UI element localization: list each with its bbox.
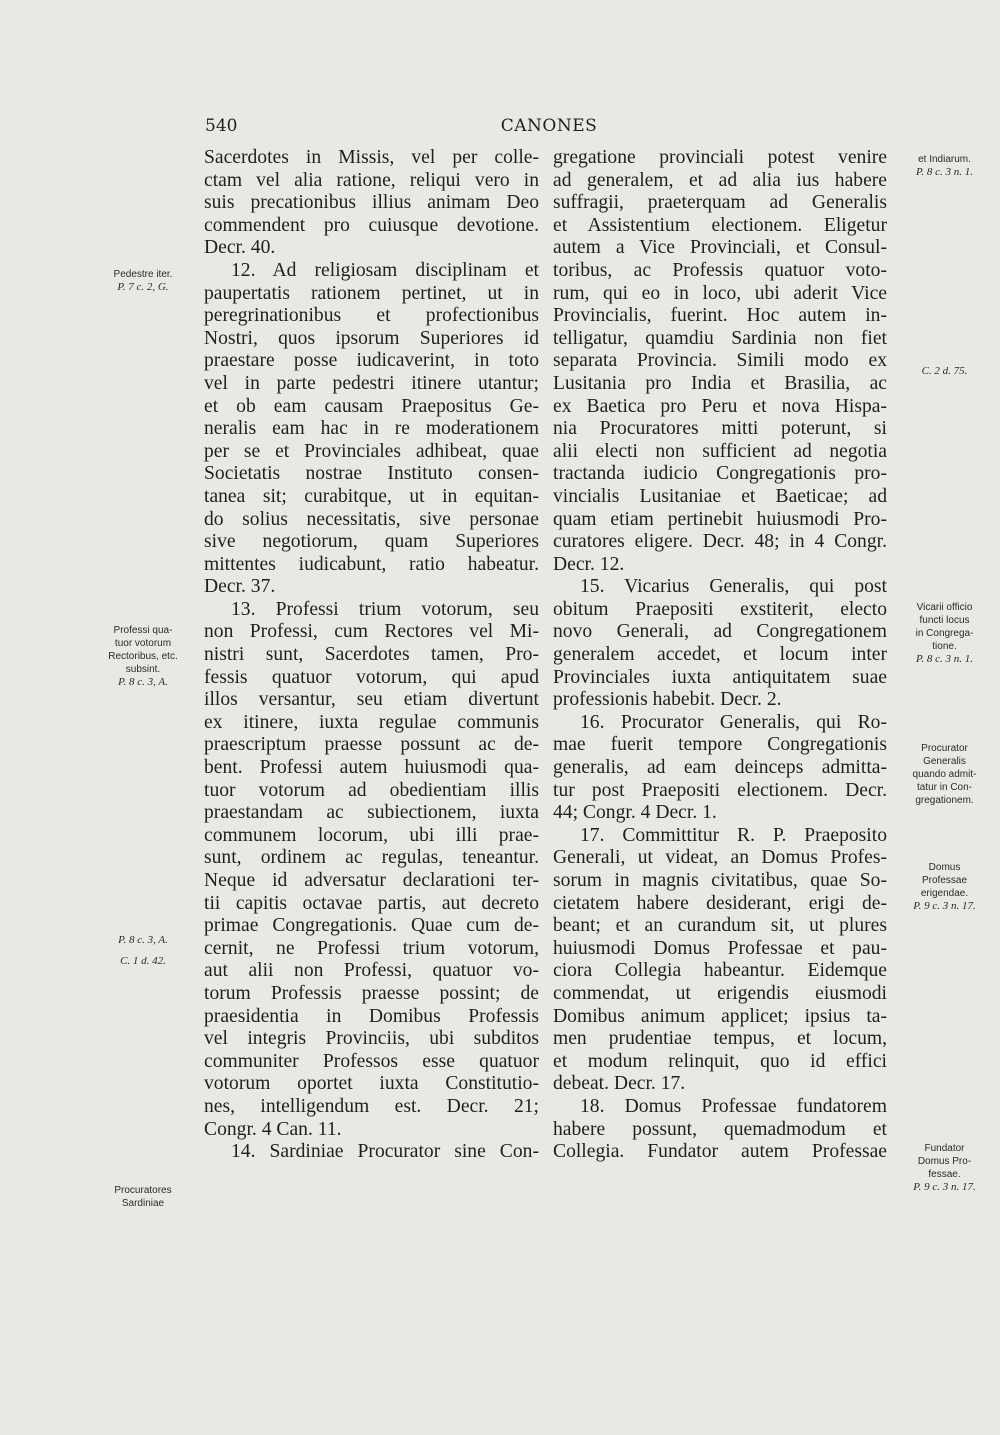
- margin-note-line: Procuratores: [114, 1185, 172, 1196]
- page-number: 540: [205, 116, 238, 136]
- text-line: sorum in magnis civitatibus, quae So-: [553, 870, 887, 891]
- text-line: tur post Praepositi electionem. Decr.: [553, 779, 887, 801]
- text-line: ex Baetica pro Peru et nova Hispa-: [553, 395, 887, 417]
- text-line: separata Provincia. Simili modo ex: [553, 350, 887, 372]
- text-line: toribus, ac Professis quatuor voto-: [553, 259, 887, 281]
- margin-note-professi: [92, 624, 194, 689]
- text-line: Domibus animum applicet; ipsius ta-: [553, 1005, 887, 1027]
- text-line: alii electi non sufficient ad negotia: [553, 440, 887, 462]
- text-line: communiter Professos esse quatuor: [204, 1050, 539, 1072]
- left-text-column: [204, 147, 539, 1164]
- margin-note-line: subsint.: [125, 664, 161, 675]
- text-line: 17. Committitur R. P. Praeposito: [580, 824, 887, 846]
- margin-note-line: quando admit-: [912, 769, 977, 780]
- margin-note-procuratores: [92, 1184, 194, 1210]
- text-line: ctam vel alia ratione, reliqui vero in: [204, 169, 539, 191]
- text-line: obitum Praepositi exstiterit, electo: [553, 598, 887, 620]
- text-line: vel integris Provinciis, ubi subditos: [204, 1028, 539, 1050]
- margin-note-line: fessae.: [928, 1169, 961, 1180]
- text-line: novo Generali, ad Congregationem: [553, 621, 887, 643]
- text-line: fessis quatuor votorum, qui apud: [204, 666, 539, 688]
- text-line: ex itinere, iuxta regulae communis: [204, 711, 539, 733]
- text-line: per se et Provinciales adhibeat, quae: [204, 440, 539, 462]
- text-line: et modum relinquit, quo id effici: [553, 1050, 887, 1072]
- text-line: praesidentia in Domibus Professis: [204, 1005, 539, 1027]
- margin-note-line: Pedestre iter.: [113, 269, 173, 280]
- text-line: sive negotiorum, quam Superiores: [204, 531, 539, 553]
- margin-note-line: Professae: [921, 875, 968, 886]
- text-line: Provinciales iuxta antiquitatem suae: [553, 666, 887, 688]
- text-line: huiusmodi Domus Professae et pau-: [553, 937, 887, 959]
- margin-note-line: Domus: [928, 862, 961, 873]
- margin-note-indiarum: [897, 153, 992, 179]
- text-line: mittentes iudicabunt, ratio habeatur.: [204, 553, 539, 575]
- margin-note-line: Domus Pro-: [917, 1156, 972, 1167]
- margin-note-line: Sardiniae: [121, 1198, 165, 1209]
- text-line: aut alii non Professi, quatuor vo-: [204, 960, 539, 982]
- text-line: 44; Congr. 4 Decr. 1.: [553, 802, 717, 824]
- text-line: generalis, ad eam deinceps admitta-: [553, 757, 887, 779]
- text-line: 16. Procurator Generalis, qui Ro-: [580, 711, 887, 733]
- text-line: 18. Domus Professae fundatorem: [580, 1095, 887, 1117]
- text-line: Neque id adversatur declarationi ter-: [204, 870, 539, 891]
- text-line: professionis habebit. Decr. 2.: [553, 689, 782, 711]
- margin-note-line: in Congrega-: [915, 628, 974, 639]
- text-line: votorum oportet iuxta Constitutio-: [204, 1073, 539, 1095]
- margin-note-line: Vicarii officio: [916, 602, 973, 613]
- text-line: beant; et an curandum sit, ut plures: [553, 915, 887, 937]
- text-line: 13. Professi trium votorum, seu: [231, 598, 539, 620]
- margin-reference: C. 1 d. 42.: [120, 955, 166, 967]
- margin-note-line: gregationem.: [915, 795, 974, 806]
- margin-note-procurator-generalis: [897, 742, 992, 807]
- text-line: Decr. 12.: [553, 553, 625, 575]
- text-line: praestare posse iudicaverint, in toto: [204, 350, 539, 372]
- text-line: telligatur, quamdiu Sardinia non fiet: [553, 327, 887, 349]
- text-line: commendent pro cuiusque devotione.: [204, 214, 539, 236]
- text-line: debeat. Decr. 17.: [553, 1073, 686, 1095]
- text-line: non Professi, cum Rectores vel Mi-: [204, 621, 539, 643]
- text-line: gregatione provinciali potest venire: [553, 147, 887, 168]
- text-line: do solius necessitatis, sive personae: [204, 508, 539, 530]
- margin-note-pedestre: [92, 268, 194, 294]
- margin-note-line: erigendae.: [920, 888, 969, 899]
- text-line: torum Professis praesse possint; de: [204, 982, 539, 1004]
- margin-note-line: Rectoribus, etc.: [108, 651, 178, 662]
- margin-reference: C. 2 d. 75.: [921, 365, 968, 377]
- text-line: vincialis Lusitaniae et Baeticae; ad: [553, 485, 887, 507]
- text-line: tractanda iudicio Congregationis pro-: [553, 463, 887, 485]
- margin-note-ref: [897, 365, 992, 378]
- text-line: curatores eligere. Decr. 48; in 4 Congr.: [553, 531, 887, 553]
- text-line: sunt, ordinem ac regulas, teneantur.: [204, 847, 539, 869]
- text-line: praescriptum praesse possunt ac de-: [204, 734, 539, 756]
- text-line: et ob eam causam Praepositus Ge-: [204, 395, 539, 417]
- text-line: peregrinationibus et profectionibus: [204, 305, 539, 327]
- margin-note-ref: [92, 955, 194, 968]
- margin-note-fundator: [897, 1142, 992, 1194]
- margin-note-vicarii: [897, 601, 992, 666]
- text-line: 15. Vicarius Generalis, qui post: [580, 576, 887, 598]
- text-line: rum, qui eo in loco, ubi aderit Vice: [553, 282, 887, 304]
- margin-reference: P. 7 c. 2, G.: [117, 281, 169, 293]
- text-line: quam etiam pertinebit huiusmodi Pro-: [553, 508, 887, 530]
- text-line: et Assistentium electionem. Eligetur: [553, 214, 887, 236]
- margin-reference: P. 8 c. 3 n. 1.: [916, 166, 973, 178]
- text-line: 14. Sardiniae Procurator sine Con-: [231, 1141, 539, 1163]
- margin-reference: P. 8 c. 3 n. 1.: [916, 653, 973, 665]
- text-line: praestandam ac subiectionem, iuxta: [204, 802, 539, 824]
- text-line: nistri sunt, Sacerdotes tamen, Pro-: [204, 644, 539, 666]
- margin-note-line: Procurator: [921, 743, 968, 754]
- text-line: men prudentiae tempus, et locum,: [553, 1028, 887, 1050]
- text-line: Nostri, quos ipsorum Superiores id: [204, 327, 539, 349]
- text-line: Decr. 37.: [204, 576, 276, 598]
- text-line: neralis eam hac in re moderationem: [204, 418, 539, 440]
- margin-reference: P. 8 c. 3, A.: [118, 934, 168, 946]
- margin-reference: P. 9 c. 3 n. 17.: [913, 900, 976, 912]
- text-line: cietatem habere desiderant, erigi de-: [553, 892, 887, 914]
- text-line: tii capitis octavae partis, aut decreto: [204, 892, 539, 914]
- margin-note-line: tatur in Con-: [916, 782, 973, 793]
- text-line: Sacerdotes in Missis, vel per colle-: [204, 147, 539, 168]
- text-line: commendat, ut erigendis eiusmodi: [553, 982, 887, 1004]
- text-line: vel in parte pedestri itinere utantur;: [204, 372, 539, 394]
- text-line: nes, intelligendum est. Decr. 21;: [204, 1095, 539, 1117]
- margin-note-line: tuor votorum: [114, 638, 172, 649]
- text-line: Lusitania pro India et Brasilia, ac: [553, 372, 887, 394]
- text-line: ad generalem, et ad alia ius habere: [553, 169, 887, 191]
- text-line: suis precationibus illius animam Deo: [204, 192, 539, 214]
- text-line: ciora Collegia habeantur. Eidemque: [553, 960, 887, 982]
- text-line: habere possunt, quemadmodum et: [553, 1118, 887, 1140]
- text-line: tanea sit; curabitque, ut in equitan-: [204, 485, 539, 507]
- text-line: generalem accedet, et locum inter: [553, 644, 887, 666]
- page-header: [205, 116, 893, 144]
- text-line: mae fuerit tempore Congregationis: [553, 734, 887, 756]
- right-text-column: [553, 147, 887, 1164]
- margin-note-line: Professi qua-: [113, 625, 173, 636]
- text-line: suffragii, praeterquam ad Generalis: [553, 192, 887, 214]
- margin-reference: P. 8 c. 3, A.: [118, 676, 168, 688]
- margin-reference: P. 9 c. 3 n. 17.: [913, 1181, 976, 1193]
- margin-note-line: Fundator: [924, 1143, 965, 1154]
- running-head: CANONES: [500, 116, 598, 136]
- text-line: Provincialis, fuerint. Hoc autem in-: [553, 305, 887, 327]
- margin-note-ref: [92, 934, 194, 947]
- text-line: Congr. 4 Can. 11.: [204, 1118, 342, 1140]
- text-line: cernit, ne Professi trium votorum,: [204, 937, 539, 959]
- text-line: tuor votorum ad obedientiam illis: [204, 779, 539, 801]
- text-line: primae Congregationis. Quae cum de-: [204, 915, 539, 937]
- text-line: autem a Vice Provinciali, et Consul-: [553, 237, 887, 259]
- text-line: Generali, ut videat, an Domus Profes-: [553, 847, 887, 869]
- text-line: illos versantur, seu etiam divertunt: [204, 689, 539, 711]
- margin-note-line: functi locus: [919, 615, 970, 626]
- text-line: nia Procuratores mitti poterunt, si: [553, 418, 887, 440]
- text-line: 12. Ad religiosam disciplinam et: [231, 259, 539, 281]
- margin-note-line: et Indiarum.: [918, 154, 971, 165]
- text-line: Collegia. Fundator autem Professae: [553, 1141, 887, 1163]
- text-line: Societatis nostrae Instituto consen-: [204, 463, 539, 485]
- text-line: paupertatis rationem pertinet, ut in: [204, 282, 539, 304]
- margin-note-line: tione.: [932, 641, 957, 652]
- text-line: Decr. 40.: [204, 237, 276, 259]
- text-line: bent. Professi autem huiusmodi qua-: [204, 757, 539, 779]
- margin-note-line: Generalis: [923, 756, 966, 767]
- text-line: communem locorum, ubi illi prae-: [204, 824, 539, 846]
- margin-note-domus-professae: [897, 861, 992, 913]
